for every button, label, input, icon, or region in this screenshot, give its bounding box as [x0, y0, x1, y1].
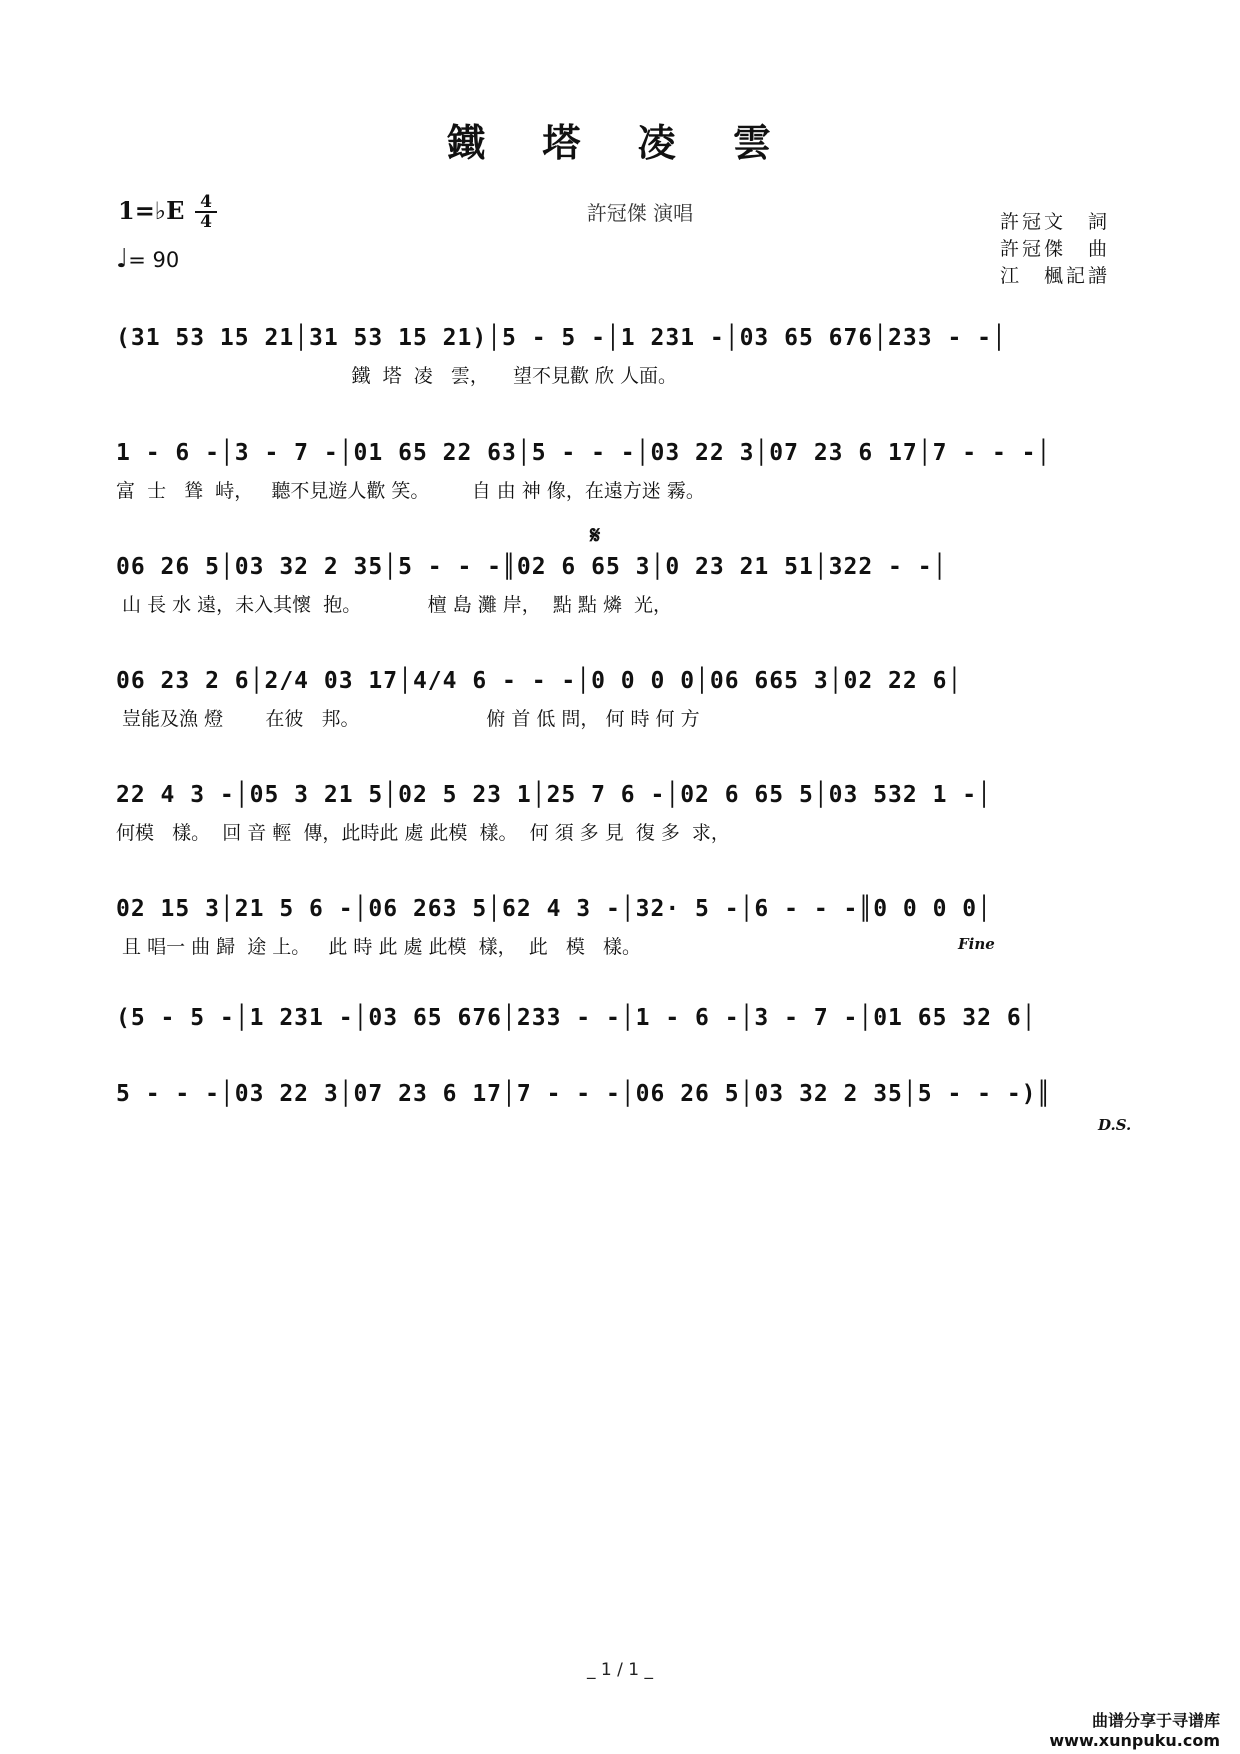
- tempo-value: = 90: [128, 248, 180, 272]
- score-system-1: [116, 322, 1126, 390]
- segno-sign: 𝄋: [590, 520, 601, 549]
- song-title: 鐵 塔 凌 雲: [447, 120, 793, 165]
- lyrics-line: 鐵 塔 凌 雲， 望不見歡 欣 人面。: [116, 365, 678, 387]
- lyricist: 許冠文 詞: [1000, 211, 1111, 233]
- notation-line: 02 15 3│21 5 6 -│06 263 5│62 4 3 -│32· 5 -│6 - - -║0 0 0 0│: [116, 896, 992, 922]
- composer: 許冠傑 曲: [1000, 238, 1111, 260]
- key-signature: 1=♭E: [118, 196, 185, 225]
- credits: [1000, 209, 1120, 290]
- notation-line: 06 26 5│03 32 2 35│5 - - -║02 6 65 3│0 23 21 51│322 - -│: [116, 554, 948, 580]
- time-signature-bottom: 4: [200, 212, 212, 232]
- score-system-7: [116, 1002, 1126, 1034]
- tempo-marking: [116, 244, 179, 274]
- lyrics-line: 豈能及漁 燈 在彼 邦。 俯 首 低 問， 何 時 何 方: [116, 708, 700, 730]
- notation-line: 1 - 6 -│3 - 7 -│01 65 22 63│5 - - -│03 22 3│07 23 6 17│7 - - -│: [116, 440, 1052, 466]
- time-signature: [195, 194, 217, 230]
- lyrics-line: 且 唱一 曲 歸 途 上。 此 時 此 處 此模 樣， 此 模 樣。: [116, 936, 641, 958]
- quarter-note-icon: ♩: [116, 244, 129, 274]
- score-system-4: [116, 665, 1126, 733]
- score-system-5: [116, 779, 1126, 847]
- lyrics-line: 山 長 水 遠，未入其懷 抱。 檀 島 灘 岸， 點 點 燐 光，: [116, 594, 673, 616]
- site-watermark: 曲谱分享于寻谱库 www.xunpuku.com: [1049, 1711, 1220, 1750]
- score-system-2: [116, 437, 1126, 505]
- score-system-8: [116, 1078, 1126, 1110]
- time-signature-top: 4: [200, 192, 212, 212]
- lyrics-line: 富 士 聳 峙， 聽不見遊人歡 笑。 自 由 神 像，在遠方迷 霧。: [116, 480, 705, 502]
- score-system-3: [116, 551, 1126, 619]
- notation-line: 22 4 3 -│05 3 21 5│02 5 23 1│25 7 6 -│02 6 65 5│03 532 1 -│: [116, 782, 992, 808]
- notation-line: 5 - - -│03 22 3│07 23 6 17│7 - - -│06 26 5│03 32 2 35│5 - - -)║: [116, 1081, 1052, 1107]
- notation-line: (31 53 15 21│31 53 15 21)│5 - 5 -│1 231 -│03 65 676│233 - -│: [116, 325, 1007, 351]
- notation-line: (5 - 5 -│1 231 -│03 65 676│233 - -│1 - 6 -│3 - 7 -│01 65 32 6│: [116, 1005, 1037, 1031]
- fine-marking: Fine: [958, 935, 995, 953]
- transcriber: 江 楓記譜: [1000, 265, 1111, 287]
- notation-line: 06 23 2 6│2/4 03 17│4/4 6 - - -│0 0 0 0│06 665 3│02 22 6│: [116, 668, 963, 694]
- performer: 許冠傑 演唱: [586, 201, 694, 225]
- ds-marking: D.S.: [1098, 1116, 1132, 1134]
- page-number: _ 1 / 1 _: [587, 1660, 653, 1680]
- lyrics-line: 何模 樣。 回 音 輕 傳，此時此 處 此模 樣。 何 須 多 見 復 多 求，: [116, 822, 730, 844]
